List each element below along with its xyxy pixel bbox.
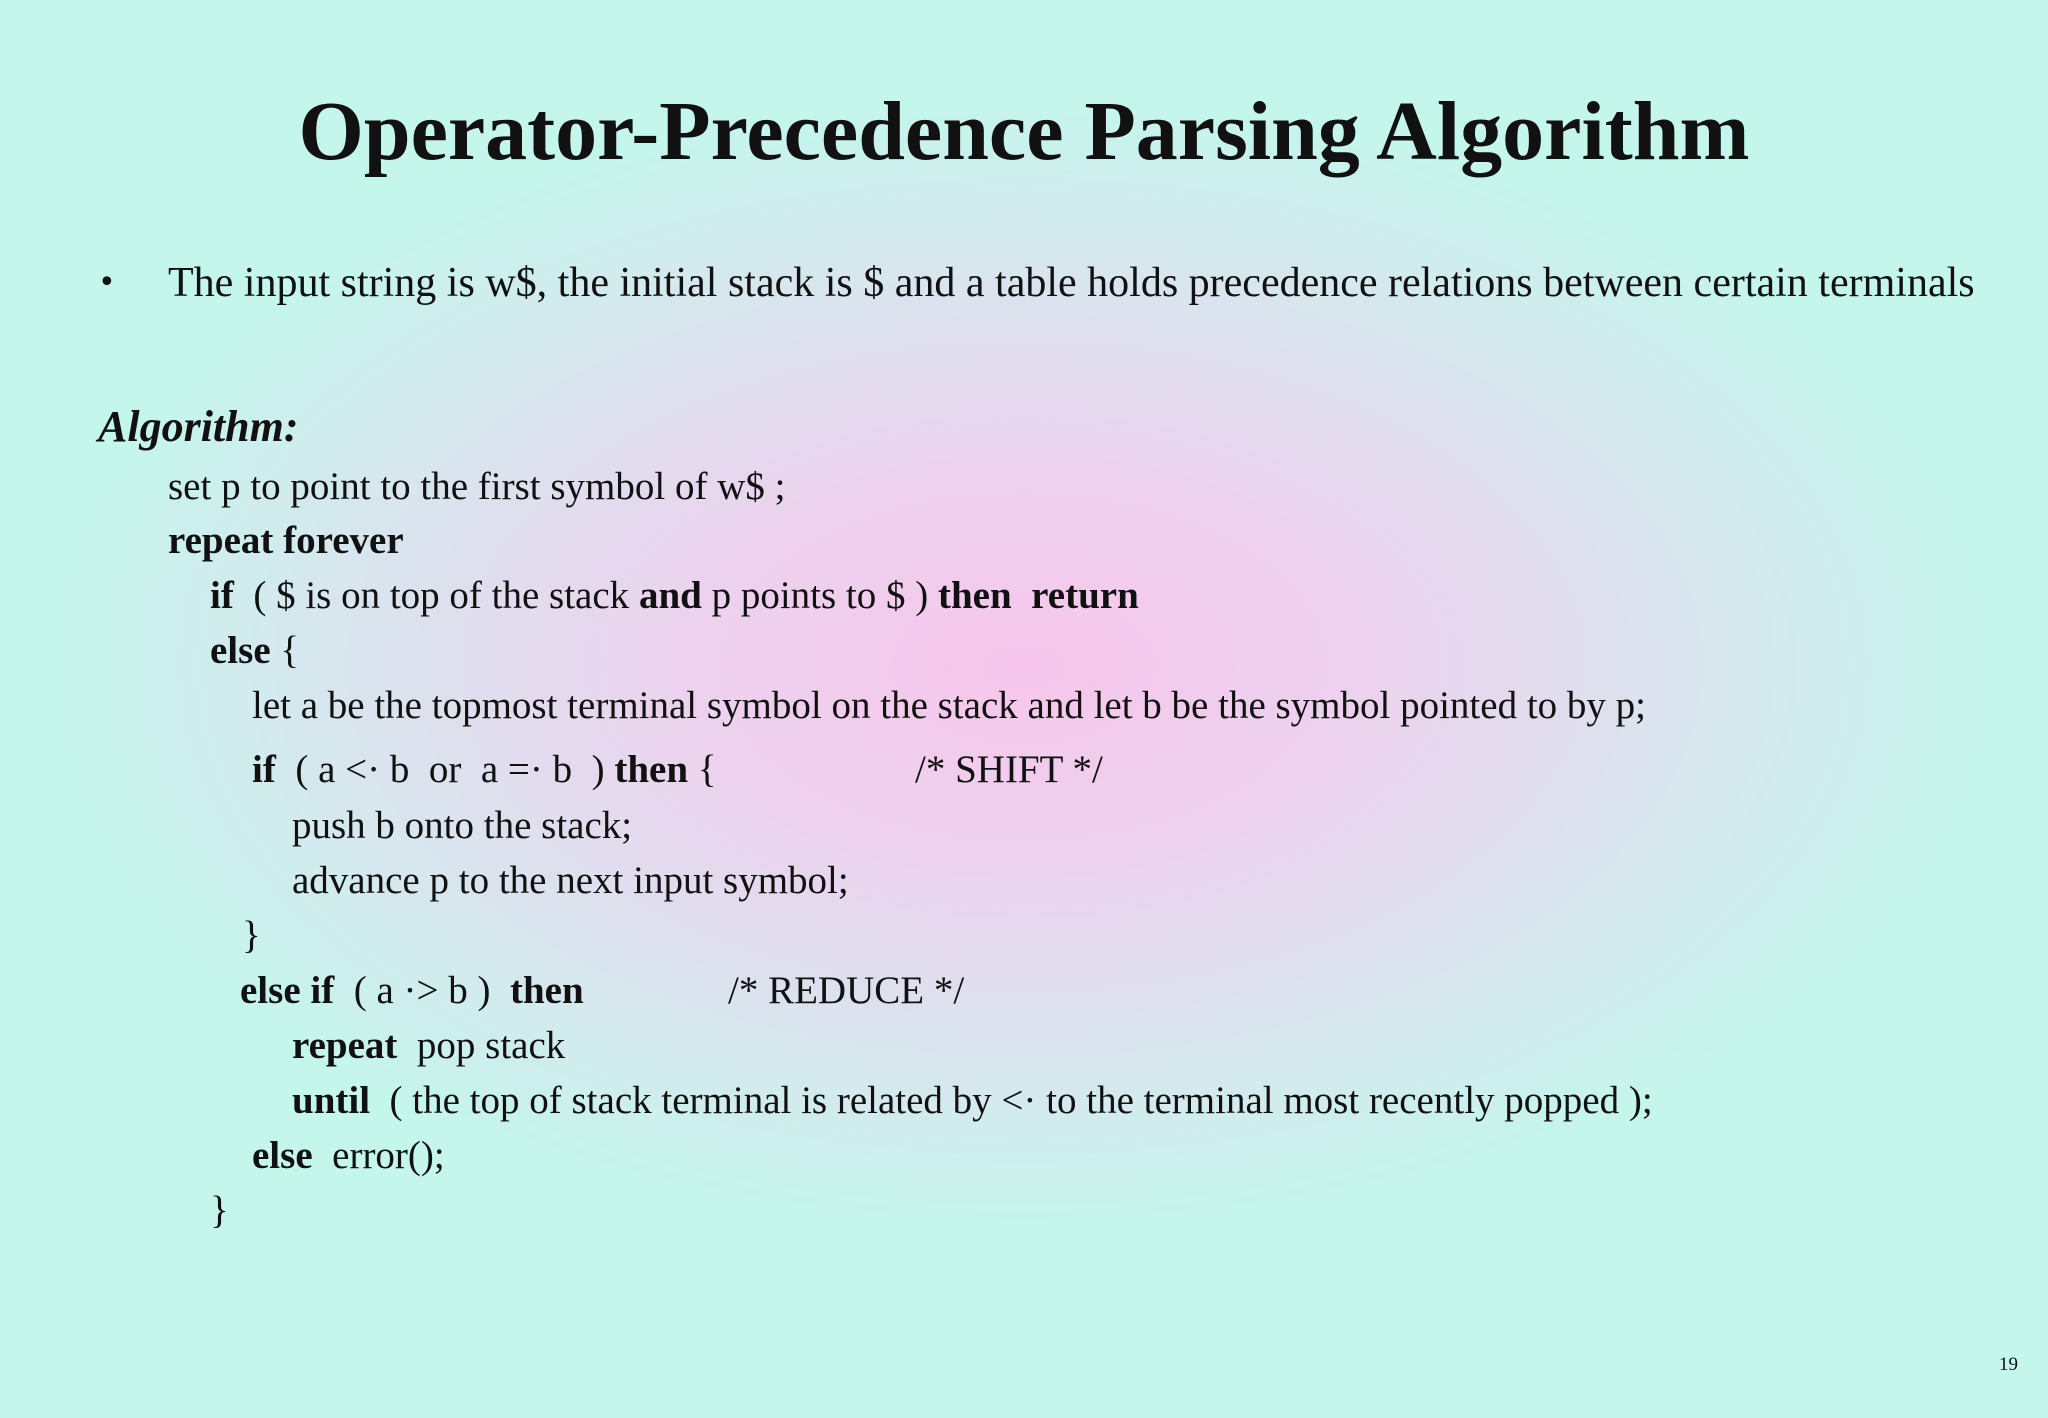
keyword-repeat: repeat — [292, 1024, 398, 1067]
code-text: ( $ is on top of the stack — [233, 574, 639, 617]
code-line-2: repeat forever — [168, 519, 404, 562]
code-text: p points to $ ) — [701, 574, 938, 617]
code-line-8: advance p to the next input symbol; — [292, 859, 849, 902]
keyword-then: then — [510, 969, 584, 1012]
reduce-comment: /* REDUCE */ — [728, 969, 965, 1012]
code-text: { — [688, 748, 717, 791]
slide-title: Operator-Precedence Parsing Algorithm — [298, 85, 1750, 178]
code-line-9: } — [242, 914, 261, 957]
keyword-then: then — [614, 748, 689, 791]
bullet-marker: • — [98, 265, 116, 300]
code-line-3 — [210, 571, 1139, 621]
keyword-else-if: else if — [240, 969, 335, 1012]
code-line-5: let a be the topmost terminal symbol on the stack and let b be the symbol pointed to by p; — [252, 684, 1647, 727]
code-text: ( a <· b or a =· b ) — [275, 748, 615, 791]
keyword-else: else — [252, 1134, 313, 1177]
algorithm-heading: Algorithm: — [98, 402, 299, 451]
code-line-11 — [292, 1021, 565, 1071]
code-line-7: push b onto the stack; — [292, 804, 633, 847]
code-line-14: } — [210, 1189, 229, 1232]
keyword-if: if — [210, 574, 234, 617]
code-text: ( a ·> b ) — [334, 969, 510, 1012]
keyword-then-return: then return — [938, 574, 1139, 617]
code-text: pop stack — [397, 1024, 566, 1067]
code-line-4 — [210, 626, 299, 676]
code-line-1: set p to point to the first symbol of w$ ; — [168, 465, 786, 508]
keyword-until: until — [292, 1079, 371, 1122]
shift-comment: /* SHIFT */ — [915, 748, 1103, 791]
code-text: error(); — [312, 1134, 445, 1177]
keyword-and: and — [638, 574, 702, 617]
code-text: ( the top of stack terminal is related by <· to the terminal most recently popped ); — [370, 1079, 1653, 1122]
code-line-13 — [252, 1131, 445, 1181]
bullet-text: The input string is w$, the initial stack is $ and a table holds precedence relations between certain terminals — [168, 260, 1975, 306]
code-line-6 — [252, 745, 717, 795]
page-number: 19 — [1999, 1354, 2018, 1375]
code-line-10 — [240, 966, 584, 1016]
keyword-if: if — [252, 748, 276, 791]
code-text: { — [270, 629, 300, 672]
keyword-else: else — [210, 629, 271, 672]
code-line-12 — [292, 1076, 1653, 1126]
